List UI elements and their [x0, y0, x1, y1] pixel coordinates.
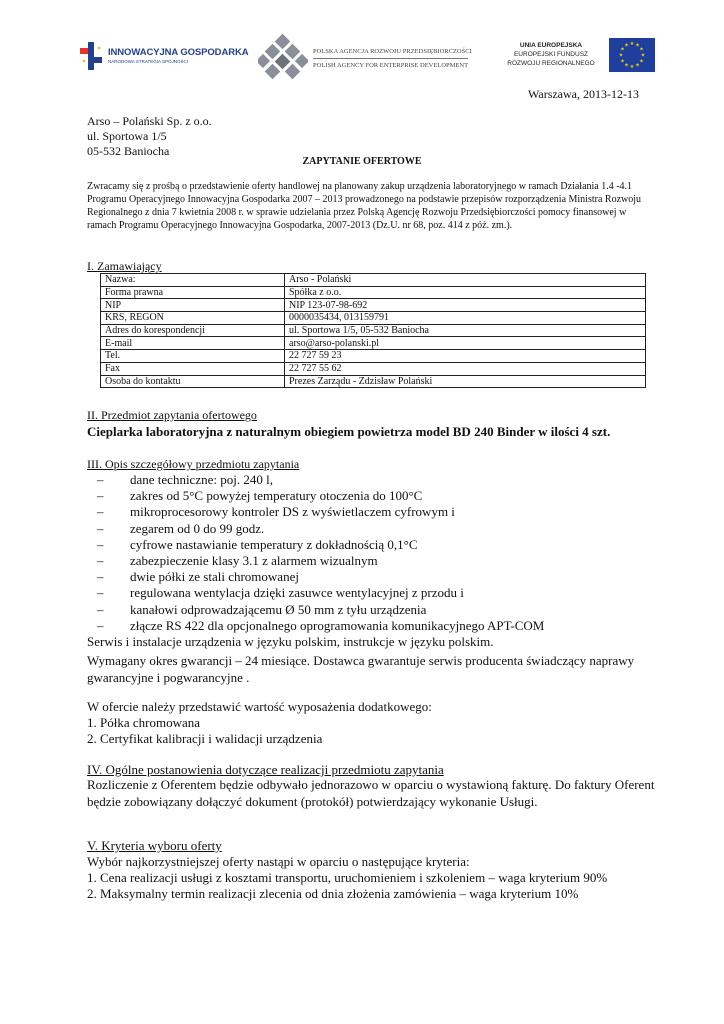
table-value-cell: Prezes Zarządu - Zdzisław Polański	[285, 375, 646, 388]
table-value-cell: 22 727 55 62	[285, 362, 646, 375]
criteria-item: 1. Cena realizacji usługi z kosztami transportu, uruchomieniem i szkoleniem – waga kryterium 90%	[87, 870, 608, 885]
recipient-address	[87, 114, 212, 159]
svg-text:★: ★	[624, 42, 629, 49]
innovative-economy-title: INNOWACYJNA GOSPODARKA	[108, 47, 249, 58]
eu-line3: ROZWOJU REGIONALNEGO	[507, 60, 595, 67]
svg-text:★: ★	[624, 62, 629, 69]
address-line: ul. Sportowa 1/5	[87, 129, 167, 143]
extras-intro: W ofercie należy przedstawić wartość wyposażenia dodatkowego:	[87, 699, 432, 714]
parp-divider	[313, 58, 468, 59]
svg-text:★: ★	[620, 58, 625, 65]
table-value-cell: 0000035434, 013159791	[285, 312, 646, 325]
product-name: Cieplarka laboratoryjna z naturalnym obiegiem powietrza model BD 240 Binder w ilości 4 szt.	[87, 424, 611, 439]
parp-name-en: POLISH AGENCY FOR ENTERPRISE DEVELOPMENT	[313, 62, 469, 69]
parp-name-pl: POLSKA AGENCJA ROZWOJU PRZEDSIĘBIORCZOŚCI	[313, 48, 472, 55]
svg-text:★: ★	[635, 42, 640, 49]
document-heading: ZAPYTANIE OFERTOWE	[302, 156, 422, 167]
innovative-economy-subtitle: NARODOWA STRATEGIA SPÓJNOŚCI	[108, 59, 189, 64]
extras-item: 1. Półka chromowana	[87, 715, 201, 730]
spec-item: – regulowana wentylacja dzięki zasuwce wentylacyjnej z przodu i	[97, 585, 544, 601]
table-row	[101, 312, 646, 325]
table-label-cell: E-mail	[101, 337, 285, 350]
svg-text:★: ★	[629, 64, 635, 70]
section-5-title: V. Kryteria wyboru oferty	[87, 838, 222, 853]
table-label-cell: Adres do korespondencji	[101, 324, 285, 337]
table-value-cell: Arso - Polański	[285, 274, 646, 287]
eu-logo	[496, 38, 656, 78]
document-date: Warszawa, 2013-12-13	[528, 87, 639, 101]
section-4-text: Rozliczenie z Oferentem będzie odbywało jednorazowo w oparciu o wystawioną fakturę. Do faktury Oferent będzie zobowiązany dołączyć dokument (protokół) potwierdzający wykonanie Usługi.	[87, 777, 655, 809]
table-value-cell: arso@arso-polanski.pl	[285, 337, 646, 350]
eu-line2: EUROPEJSKI FUNDUSZ	[513, 51, 589, 58]
table-row	[101, 375, 646, 388]
table-value-cell: NIP 123-07-98-692	[285, 299, 646, 312]
spec-item: – zakres od 5°C powyżej temperatury otoczenia do 100°C	[97, 488, 544, 504]
table-label-cell: Fax	[101, 362, 285, 375]
parp-logo	[258, 34, 472, 84]
section-4-title: IV. Ogólne postanowienia dotyczące realizacji przedmiotu zapytania	[87, 762, 444, 777]
table-row	[101, 299, 646, 312]
table-label-cell: NIP	[101, 299, 285, 312]
eu-line1: UNIA EUROPEJSKA	[519, 42, 583, 49]
table-row	[101, 337, 646, 350]
warranty-note: Wymagany okres gwarancji – 24 miesiące. Dostawca gwarantuje serwis producenta świadczący naprawy gwarancyjne i pogwarancyjne .	[87, 653, 635, 685]
spec-item: – dwie półki ze stali chromowanej	[97, 569, 544, 585]
spec-item: – kanałowi odprowadzającemu Ø 50 mm z tyłu urządzenia	[97, 602, 544, 618]
svg-text:★: ★	[620, 46, 625, 53]
spec-item: – dane techniczne: poj. 240 l,	[97, 472, 544, 488]
svg-text:★: ★	[635, 62, 640, 69]
criteria-item: 2. Maksymalny termin realizacji zlecenia od dnia złożenia zamówienia – waga kryterium 10%	[87, 886, 579, 901]
svg-text:★: ★	[629, 41, 635, 47]
intro-paragraph: Zwracamy się z prośbą o przedstawienie oferty handlowej na planowany zakup urządzenia laboratoryjnego w ramach Działania 1.4 -4.1 Programu Operacyjnego Innowacyjna Gospodarka 2007 – 2013 prowadzonego na podstawie przepisów rozporządzenia Ministra Rozwoju Regionalnego z dnia 7 kwietnia 2008 r. w sprawie udzielania przez Polską Agencję Rozwoju Przedsiębiorczości pomocy finansowej w ramach Programu Operacyjnego Innowacyjna Gospodarka, 2007-2013 (Dz.U. nr 68, poz. 414 z póź. zm.).	[87, 181, 642, 231]
parp-diamond-icon	[258, 34, 308, 84]
criteria-intro: Wybór najkorzystniejszej oferty nastąpi w oparciu o następujące kryteria:	[87, 854, 470, 869]
table-label-cell: Forma prawna	[101, 286, 285, 299]
innovative-economy-mark-icon	[80, 42, 104, 70]
svg-text:★: ★	[639, 46, 644, 53]
address-line: 05-532 Baniocha	[87, 144, 170, 158]
table-row	[101, 324, 646, 337]
table-label-cell: Osoba do kontaktu	[101, 375, 285, 388]
table-label-cell: KRS, REGON	[101, 312, 285, 325]
service-note: Serwis i instalacje urządzenia w języku polskim, instrukcje w języku polskim.	[87, 634, 494, 649]
eu-logo-text	[496, 41, 606, 68]
table-label-cell: Nazwa:	[101, 274, 285, 287]
spec-item: – mikroprocesorowy kontroler DS z wyświetlaczem cyfrowym i	[97, 504, 544, 520]
svg-text:★: ★	[618, 52, 624, 59]
extras-item: 2. Certyfikat kalibracji i walidacji urządzenia	[87, 731, 323, 746]
table-value-cell: 22 727 59 23	[285, 350, 646, 363]
section-3-title: III. Opis szczegółowy przedmiotu zapytania	[87, 457, 300, 471]
table-label-cell: Tel.	[101, 350, 285, 363]
table-row	[101, 274, 646, 287]
section-2-title: II. Przedmiot zapytania ofertowego	[87, 408, 257, 422]
table-row	[101, 362, 646, 375]
spec-item: – zabezpieczenie klasy 3.1 z alarmem wizualnym	[97, 553, 544, 569]
spec-item: – złącze RS 422 dla opcjonalnego oprogramowania komunikacyjnego APT-COM	[97, 618, 544, 634]
eu-flag-icon	[609, 38, 655, 72]
svg-text:★: ★	[639, 58, 644, 65]
section-1-title: I. Zamawiający	[87, 259, 162, 273]
spec-item: – zegarem od 0 do 99 godz.	[97, 521, 544, 537]
svg-text:★: ★	[640, 52, 646, 59]
spec-item: – cyfrowe nastawianie temperatury z dokładnością 0,1°C	[97, 537, 544, 553]
table-value-cell: Spółka z o.o.	[285, 286, 646, 299]
table-row	[101, 350, 646, 363]
table-value-cell: ul. Sportowa 1/5, 05-532 Baniocha	[285, 324, 646, 337]
spec-list	[97, 472, 544, 634]
address-line: Arso – Polański Sp. z o.o.	[87, 114, 212, 128]
table-row	[101, 286, 646, 299]
orderer-table	[100, 273, 646, 388]
innovative-economy-logo	[80, 42, 249, 72]
